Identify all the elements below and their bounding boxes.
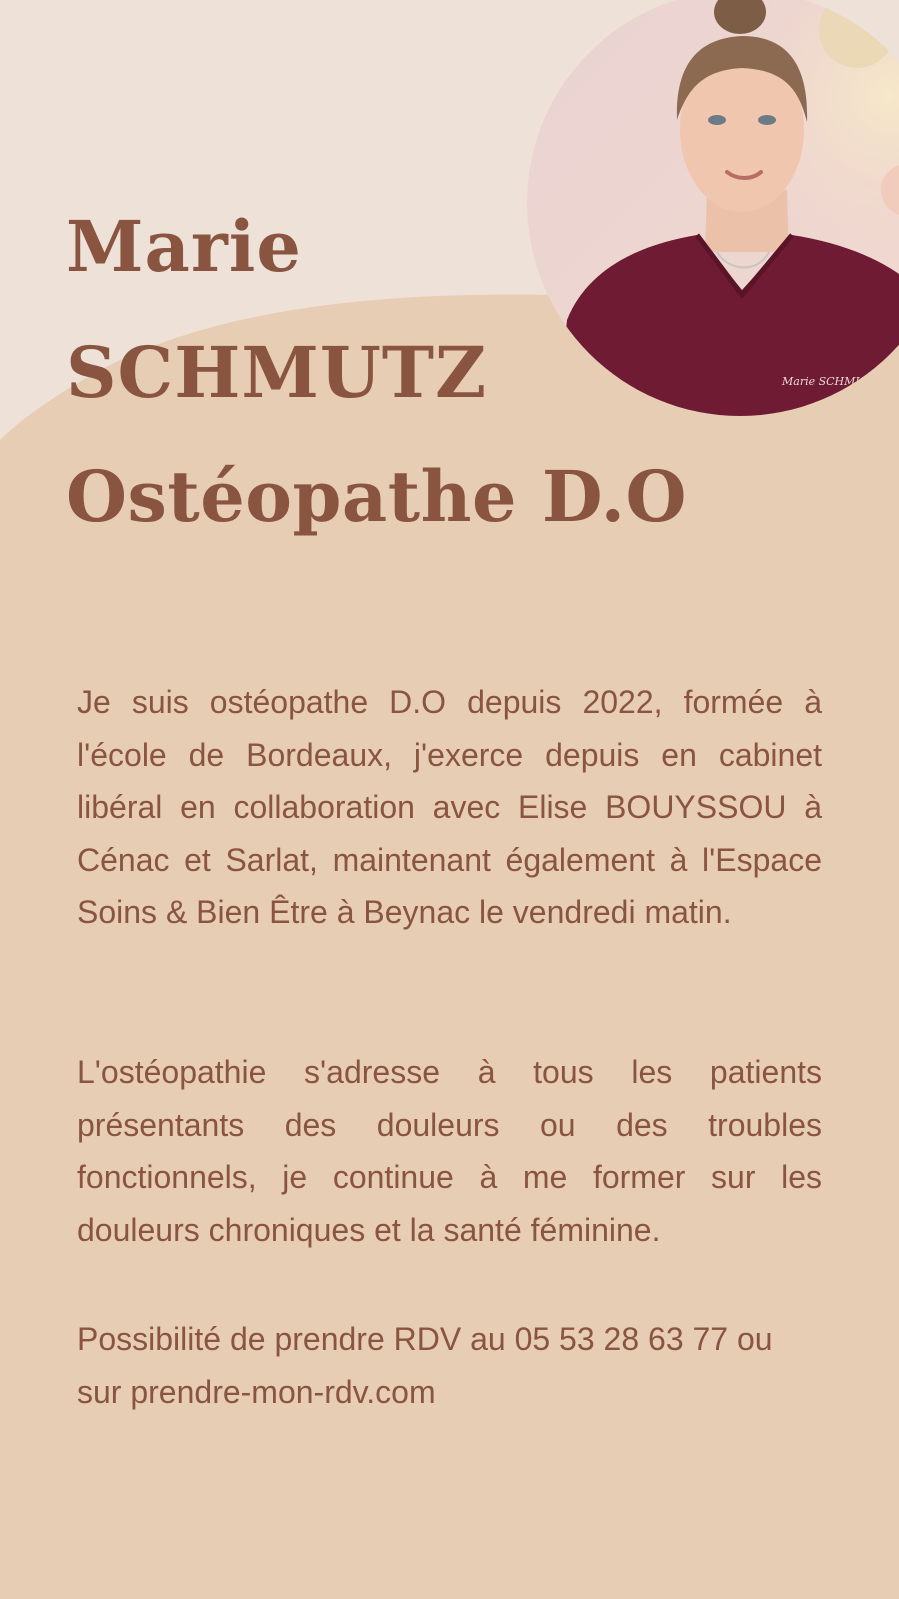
last-name: SCHMUTZ	[66, 331, 488, 414]
bio-paragraph-2: L'ostéopathie s'adresse à tous les patients présentants des douleurs ou des troubles fonctionnels, je continue à me former sur les douleurs chroniques et la santé féminine.	[77, 1054, 822, 1248]
contact-paragraph: Possibilité de prendre RDV au 05 53 28 63 77 ou sur prendre-mon-rdv.com	[77, 1321, 773, 1410]
photo-caption: Marie SCHMUTZ	[782, 375, 880, 388]
first-name: Marie	[66, 205, 302, 288]
job-title: Ostéopathe D.O	[66, 455, 687, 538]
bio-paragraph-1: Je suis ostéopathe D.O depuis 2022, formée à l'école de Bordeaux, j'exerce depuis en cabinet libéral en collaboration avec Elise BOUYSSOU à Cénac et Sarlat, maintenant également à l'Espace Soins & Bien Être à Beynac le vendredi matin.	[77, 684, 822, 930]
